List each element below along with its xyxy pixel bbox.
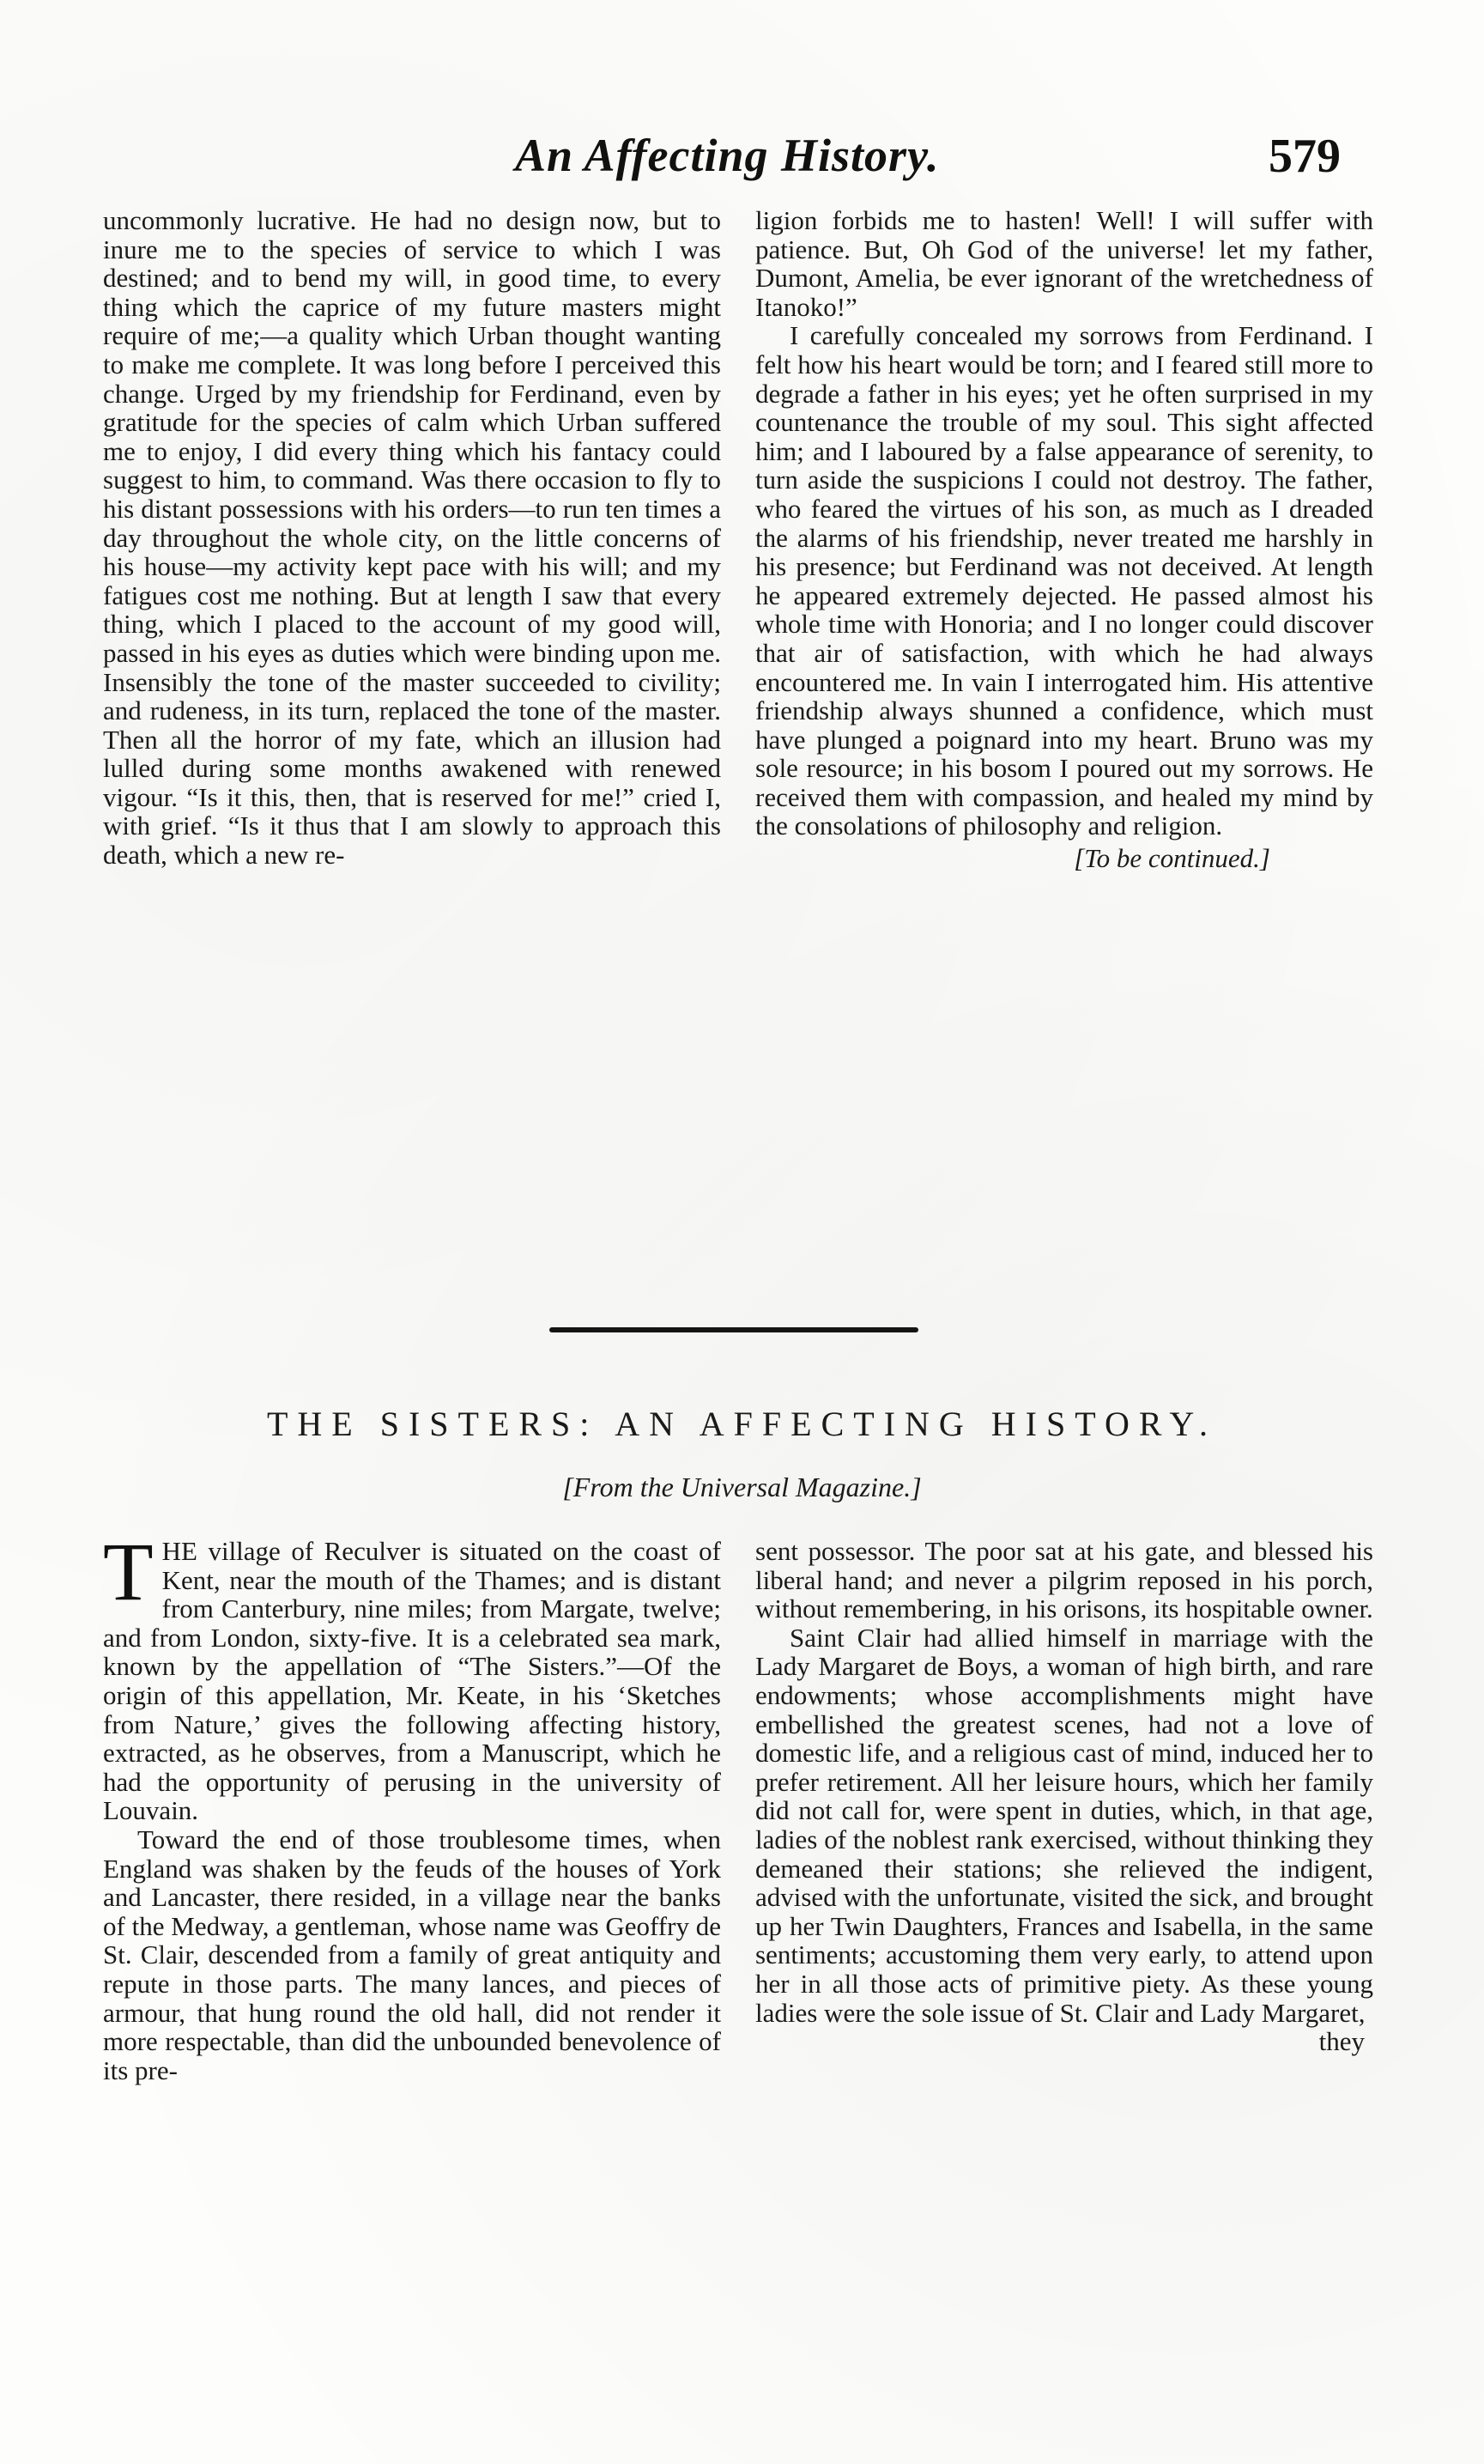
drop-cap: T	[103, 1526, 154, 1617]
article2-left-paragraph-1	[103, 1526, 721, 1826]
article2-left-paragraph-1-text: HE village of Reculver is situated on the coast of Kent, near the mouth of the Thames; and is distant from Canterbury, nine miles; from Margate, twelve; and from London, sixty-five. It is a celebrated sea mark, known by the appellation of “The Sisters.”—Of the origin of this appellation, Mr. Keate, in his ‘Sketches from Nature,’ gives the following affecting history, extracted, as he observes, from a Manuscript, which he had the opportunity of perusing in the university of Louvain.	[103, 1536, 721, 1826]
page-header	[0, 129, 1484, 189]
to-be-continued-note: [To be continued.]	[1074, 843, 1270, 874]
article2-left-paragraph-2: Toward the end of those troublesome times, when England was shaken by the feuds of the houses of York and Lancaster, there resided, in a village near the banks of the Medway, a gentleman, whose name was Geoffry de St. Clair, descended from a family of great antiquity and repute in those parts. The many lances, and pieces of armour, that hung round the old hall, did not render it more respectable, than did the unbounded benevolence of its pre-	[103, 1824, 721, 2085]
article1-left-paragraph-1: uncommonly lucrative. He had no design now, but to inure me to the species of service to which I was destined; and to bend my will, in good time, to every thing which the caprice of my future masters might require of me;—a quality which Urban thought wanting to make me complete. It was long before I perceived this change. Urged by my friendship for Ferdinand, even by gratitude for the species of calm which Urban suffered me to enjoy, I did every thing which his fantacy could suggest to him, to command. Was there occasion to fly to his distant possessions with his orders—to run ten times a day throughout the whole city, on the little concerns of his house—my activity kept pace with his will; and my fatigues cost me nothing. But at length I saw that every thing, which I placed to the account of my good will, passed in his eyes as duties which were binding upon me. Insensibly the tone of the master succeeded to civility; and rudeness, in its turn, replaced the tone of the master. Then all the horror of my fate, which an illusion had lulled during some months awakened with renewed vigour. “Is it this, then, that is reserved for me!” cried I, with grief. “Is it thus that I am slowly to approach this death, which a new re-	[103, 205, 721, 871]
running-title: An Affecting History.	[515, 130, 940, 181]
article2-right-column	[755, 1537, 1373, 2056]
article1-right-paragraph-1: ligion forbids me to hasten! Well! I will suffer with patience. But, Oh God of the universe! let my father, Dumont, Amelia, be ever ignorant of the wretchedness of Itanoko!”	[755, 205, 1373, 322]
section-divider-rule	[549, 1327, 918, 1332]
article2-right-paragraph-2: Saint Clair had allied himself in marriage with the Lady Margaret de Boys, a woman of high birth, and rare endowments; whose accomplishments might have embellished the greatest scenes, had not a love of domestic life, and a religious cast of mind, induced her to prefer retirement. All her leisure hours, which her family did not call for, were spent in duties, which, in that age, ladies of the noblest rank exercised, without thinking they demeaned their stations; she relieved the indigent, advised with the unfortunate, visited the sick, and brought up her Twin Daughters, Frances and Isabella, in the same sentiments; accustoming them very early, to attend upon her in all those acts of primitive piety. As these young ladies were the sole issue of St. Clair and Lady Margaret,	[755, 1622, 1373, 2028]
article1-right-column	[755, 206, 1373, 873]
article-title: THE SISTERS: AN AFFECTING HISTORY.	[266, 1405, 1218, 1443]
catchword: they	[1318, 2026, 1365, 2057]
article1-left-column	[103, 206, 721, 870]
article1-right-paragraph-2: I carefully concealed my sorrows from Ferdinand. I felt how his heart would be torn; and I feared still more to degrade a father in his eyes; yet he often surprised in my countenance the trouble of my soul. This sight affected him; and I laboured by a false appearance of serenity, to turn aside the suspicions I could not destroy. The father, who feared the virtues of his son, as much as I dreaded the alarms of his friendship, never treated me harshly in his presence; but Ferdinand was not deceived. At length he appeared extremely dejected. He passed almost his whole time with Honoria; and I no longer could discover that air of satisfaction, with which he had always encountered me. In vain I interrogated him. His attentive friendship always shunned a confidence, which must have plunged a poignard into my heart. Bruno was my sole resource; in his bosom I poured out my sorrows. He received them with compassion, and healed my mind by the consolations of philosophy and religion.	[755, 320, 1373, 841]
article2-left-column	[103, 1526, 721, 2085]
article-source: [From the Universal Magazine.]	[562, 1472, 922, 1502]
page-number: 579	[1269, 130, 1341, 183]
article2-right-paragraph-1: sent possessor. The poor sat at his gate, and blessed his liberal hand; and never a pilgrim reposed in his porch, without remembering, in his orisons, its hospitable owner.	[755, 1536, 1373, 1624]
